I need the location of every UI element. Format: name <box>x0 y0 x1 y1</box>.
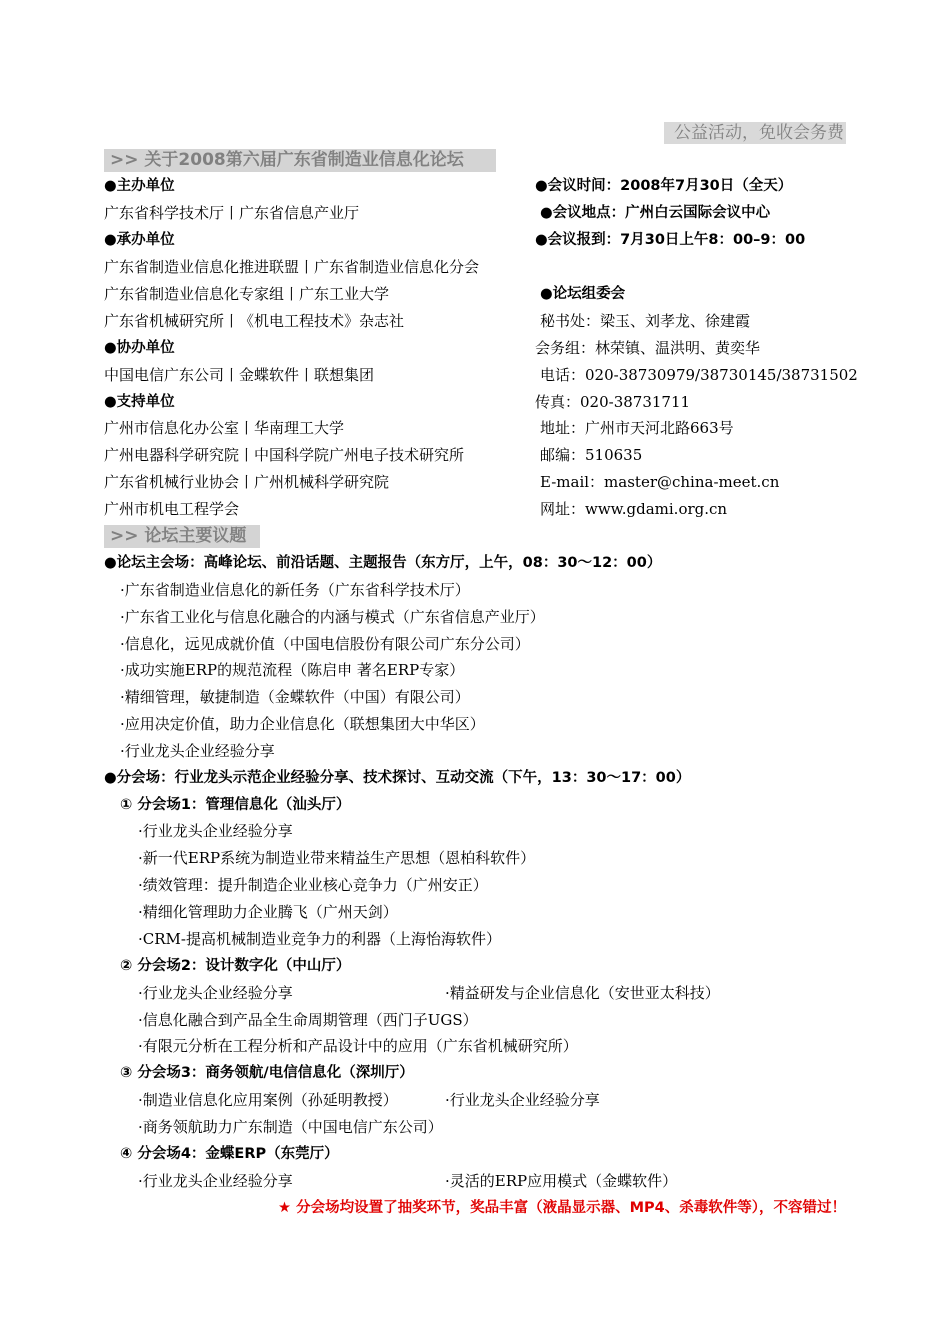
main-session-item: ·信息化，远见成就价值（中国电信股份有限公司广东分公司） <box>120 635 530 653</box>
sub-session-3-title: ③ 分会场3：商务领航/电信信息化（深圳厅） <box>120 1065 414 1081</box>
organizer-line: 广东省制造业信息化专家组丨广东工业大学 <box>104 285 390 303</box>
fax: 传真：020-38731711 <box>535 393 691 411</box>
sub-session-3-item: ·制造业信息化应用案例（孙延明教授） <box>138 1091 398 1109</box>
host-line: 广东省科学技术厅丨广东省信息产业厅 <box>104 204 360 222</box>
postcode: 邮编：510635 <box>540 446 643 464</box>
secretariat: 秘书处：梁玉、刘孝龙、徐建霞 <box>540 312 751 330</box>
committee-title: ●论坛组委会 <box>540 286 626 302</box>
supporter-line: 广东省机械行业协会丨广州机械科学研究院 <box>104 473 390 491</box>
coorganizer-title: ●协办单位 <box>104 340 175 356</box>
email[interactable]: E-mail：master@china-meet.cn <box>540 473 780 491</box>
sub-session-4-title: ④ 分会场4：金蝶ERP（东莞厅） <box>120 1146 339 1162</box>
coorganizer-line: 中国电信广东公司丨金蝶软件丨联想集团 <box>104 366 375 384</box>
sub-session-3-item: ·行业龙头企业经验分享 <box>445 1091 600 1109</box>
sub-session-2-item: ·行业龙头企业经验分享 <box>138 984 293 1002</box>
affairs-group: 会务组：林荣镇、温洪明、黄奕华 <box>535 339 761 357</box>
sub-session-1-item: ·绩效管理：提升制造企业业核心竞争力（广州安正） <box>138 876 488 894</box>
sub-session-1-item: ·行业龙头企业经验分享 <box>138 822 293 840</box>
supporter-title: ●支持单位 <box>104 394 175 410</box>
sub-session-1-title: ① 分会场1：管理信息化（汕头厅） <box>120 797 351 813</box>
supporter-line: 广州电器科学研究院丨中国科学院广州电子技术研究所 <box>104 446 465 464</box>
main-session-item: ·成功实施ERP的规范流程（陈启申 著名ERP专家） <box>120 661 465 679</box>
lottery-notice: ★ 分会场均设置了抽奖环节，奖品丰富（液晶显示器、MP4、杀毒软件等），不容错过！ <box>278 1200 846 1216</box>
organizer-line: 广东省机械研究所丨《机电工程技术》杂志社 <box>104 312 405 330</box>
supporter-line: 广州市信息化办公室丨华南理工大学 <box>104 419 345 437</box>
main-session-item: ·行业龙头企业经验分享 <box>120 742 275 760</box>
sub-session-3-item: ·商务领航助力广东制造（中国电信广东公司） <box>138 1118 443 1136</box>
sub-session-1-item: ·精细化管理助力企业腾飞（广州天剑） <box>138 903 398 921</box>
meeting-place: ●会议地点：广州白云国际会议中心 <box>540 205 771 221</box>
main-session-title: ●论坛主会场：高峰论坛、前沿话题、主题报告（东方厅，上午，08：30～12：00） <box>104 555 662 571</box>
meeting-checkin: ●会议报到：7月30日上午8：00–9：00 <box>535 232 806 248</box>
main-session-item: ·广东省制造业信息化的新任务（广东省科学技术厅） <box>120 581 470 599</box>
website[interactable]: 网址：www.gdami.org.cn <box>540 500 728 518</box>
sub-session-2-item: ·精益研发与企业信息化（安世亚太科技） <box>445 984 720 1002</box>
meeting-time: ●会议时间：2008年7月30日（全天） <box>535 178 793 194</box>
sub-sessions-title: ●分会场：行业龙头示范企业经验分享、技术探讨、互动交流（下午，13：30～17：00） <box>104 770 691 786</box>
sub-session-2-title: ② 分会场2：设计数字化（中山厅） <box>120 958 351 974</box>
host-title: ●主办单位 <box>104 178 175 194</box>
free-event-badge: 公益活动，免收会务费 <box>664 122 846 144</box>
sub-session-4-item: ·行业龙头企业经验分享 <box>138 1172 293 1190</box>
section-about-header: >> 关于2008第六届广东省制造业信息化论坛 <box>104 149 496 172</box>
main-session-item: ·精细管理，敏捷制造（金蝶软件（中国）有限公司） <box>120 688 470 706</box>
sub-session-2-item: ·有限元分析在工程分析和产品设计中的应用（广东省机械研究所） <box>138 1037 578 1055</box>
phone: 电话：020-38730979/38730145/38731502 <box>540 366 858 384</box>
sub-session-1-item: ·CRM-提高机械制造业竞争力的利器（上海怡海软件） <box>138 930 501 948</box>
main-session-item: ·广东省工业化与信息化融合的内涵与模式（广东省信息产业厅） <box>120 608 545 626</box>
sub-session-4-item: ·灵活的ERP应用模式（金蝶软件） <box>445 1172 678 1190</box>
supporter-line: 广州市机电工程学会 <box>104 500 240 518</box>
sub-session-1-item: ·新一代ERP系统为制造业带来精益生产思想（恩柏科软件） <box>138 849 536 867</box>
organizer-line: 广东省制造业信息化推进联盟丨广东省制造业信息化分会 <box>104 258 480 276</box>
section-topics-header: >> 论坛主要议题 <box>104 525 260 548</box>
organizer-title: ●承办单位 <box>104 232 175 248</box>
address: 地址：广州市天河北路663号 <box>540 419 734 437</box>
sub-session-2-item: ·信息化融合到产品全生命周期管理（西门子UGS） <box>138 1011 478 1029</box>
main-session-item: ·应用决定价值，助力企业信息化（联想集团大中华区） <box>120 715 485 733</box>
